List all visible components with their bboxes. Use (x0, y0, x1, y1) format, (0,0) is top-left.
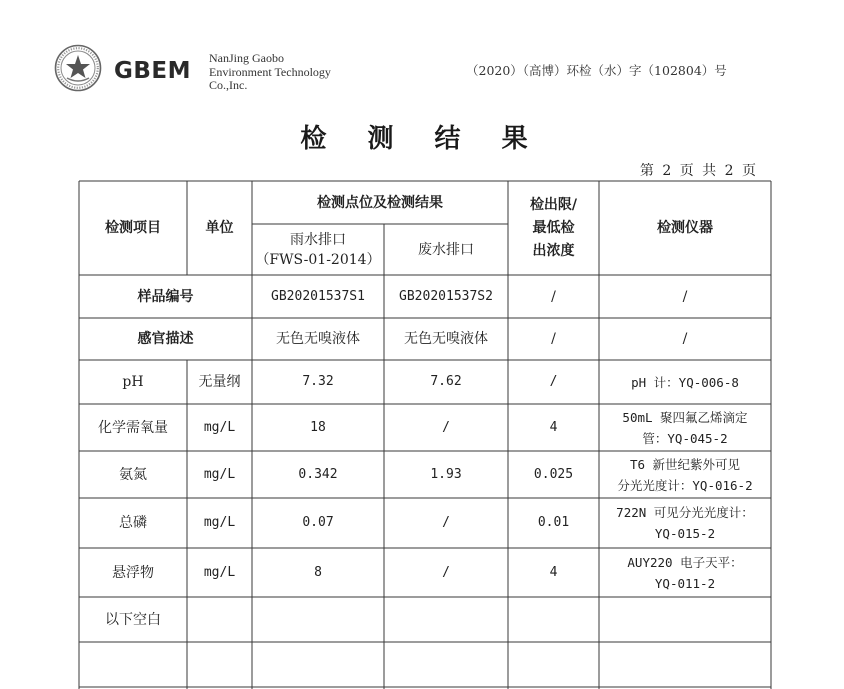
company-line: Co.,Inc. (209, 78, 248, 92)
sensory-p1: 无色无嗅液体 (276, 331, 360, 347)
row-unit: mg/L (203, 419, 236, 435)
row-detection-limit: 4 (549, 419, 558, 435)
sensory-instrument: / (682, 331, 688, 347)
row-instrument-line: 722N 可见分光光度计： (616, 505, 754, 520)
row-instrument-line: 管：YQ-045-2 (642, 430, 728, 446)
row-item: 悬浮物 (112, 564, 154, 581)
row-detection-limit: / (549, 374, 558, 389)
row-point-1-value: 0.342 (298, 466, 338, 482)
row-item: pH (122, 374, 144, 390)
row-instrument (599, 404, 771, 451)
page-number: 第 2 页 共 2 页 (639, 163, 758, 179)
row-point-1-value: 18 (310, 419, 326, 435)
blank-below-label: 以下空白 (105, 611, 161, 628)
sensory-label: 感官描述 (137, 331, 194, 347)
row-point-2-value: 1.93 (430, 466, 462, 482)
report-reference-number: （2020）（高博）环检（水）字（102804）号 (466, 63, 727, 78)
row-unit: mg/L (203, 515, 236, 530)
sample-number-p2: GB20201537S2 (399, 288, 493, 304)
row-instrument (599, 498, 771, 548)
page-title: 检 测 结 果 (300, 124, 544, 154)
company-line: Environment Technology (209, 64, 331, 79)
row-instrument-line: YQ-015-2 (654, 526, 716, 541)
row-point-2-value: 7.62 (430, 374, 462, 389)
header-limit-line: 检出限/ (529, 196, 578, 213)
row-instrument (599, 548, 771, 597)
row-unit: mg/L (203, 466, 236, 482)
row-point-2-value: / (442, 564, 450, 580)
header-point-1 (252, 224, 384, 275)
row-instrument-line: YQ-011-2 (654, 575, 716, 591)
header-points-results: 检测点位及检测结果 (317, 194, 443, 211)
row-unit: 无量纲 (198, 374, 241, 390)
row-instrument-line: 50mL 聚四氟乙烯滴定 (622, 409, 748, 425)
row-point-2-value: / (442, 515, 450, 530)
row-point-1-value: 0.07 (302, 515, 334, 530)
sample-number-limit: / (551, 288, 556, 305)
row-unit: mg/L (203, 564, 236, 580)
row-instrument-line: AUY220 电子天平： (627, 554, 743, 570)
row-detection-limit: 0.01 (537, 515, 570, 530)
header-limit-line: 最低检 (532, 219, 575, 236)
sample-number-instrument: / (682, 288, 688, 305)
header-point-2: 废水排口 (418, 241, 474, 258)
header-point-1-code: （FWS-01-2014） (255, 251, 381, 268)
sensory-p2: 无色无嗅液体 (404, 331, 488, 347)
header-instrument: 检测仪器 (657, 220, 713, 236)
row-point-1-value: 7.32 (302, 374, 334, 389)
header-item: 检测项目 (105, 220, 161, 236)
row-instrument-line: pH 计：YQ-006-8 (631, 374, 739, 390)
company-line: NanJing Gaobo (209, 51, 284, 65)
header-limit-line: 出浓度 (532, 242, 575, 259)
row-item: 氨氮 (119, 466, 147, 483)
row-instrument (599, 360, 771, 404)
sensory-limit: / (551, 331, 556, 347)
row-item: 总磷 (119, 515, 147, 531)
row-point-2-value: / (442, 419, 450, 435)
sample-number-label: 样品编号 (137, 288, 194, 305)
row-detection-limit: 0.025 (533, 466, 574, 482)
row-item: 化学需氧量 (98, 419, 168, 436)
header-detection-limit (508, 181, 599, 275)
row-point-1-value: 8 (314, 564, 322, 580)
row-instrument-line: T6 新世纪紫外可见 (629, 456, 741, 472)
header-unit: 单位 (205, 220, 234, 236)
sample-number-p1: GB20201537S1 (271, 288, 365, 304)
header-point-1-name: 雨水排口 (290, 231, 346, 248)
row-detection-limit: 4 (549, 564, 558, 580)
brand-name: GBEM (114, 58, 192, 84)
row-instrument-line: 分光光度计：YQ-016-2 (617, 477, 753, 493)
row-instrument (599, 451, 771, 498)
